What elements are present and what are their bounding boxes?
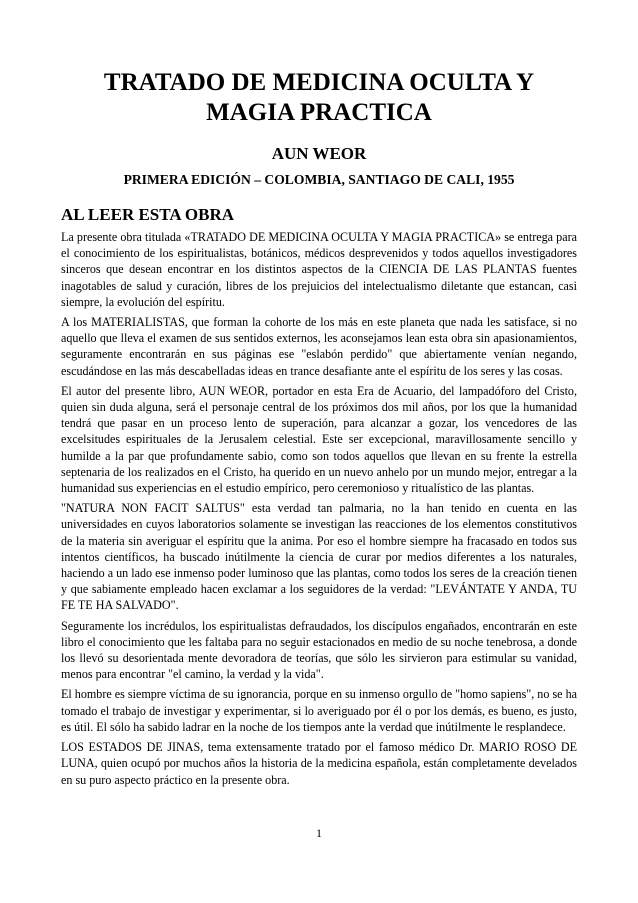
- body-text: [61, 229, 577, 788]
- paragraph: A los MATERIALISTAS, que forman la cohorte de los más en este planeta que nada les satisface, si no aquello que lleva el examen de sus sentidos externos, les aconsejamos lean esta obra sin apasionamientos, seguramente encontrarán en sus páginas ese "eslabón perdido" que abiertamente venían negando, escudándose en las más descabelladas ideas en trance desafiante ante el espíritu de los seres y las cosas.: [61, 315, 577, 378]
- page-number: 1: [316, 826, 322, 840]
- paragraph: Seguramente los incrédulos, los espiritualistas defraudados, los discípulos engañados, encontrarán en este libro el conocimiento que les faltaba para no seguir estacionados en medio de su noche tenebrosa, a donde los llevó su desorientada mente devoradora de teorías, que sólo les sirvieron para estimular su vanidad, menos para encontrar "el camino, la verdad y la vida".: [61, 618, 577, 682]
- paragraph: LOS ESTADOS DE JINAS, tema extensamente tratado por el famoso médico Dr. MARIO ROSO DE LUNA, quien ocupó por muchos años la historia de la medicina española, están completamente develados en su puro aspecto práctico en la presente obra.: [61, 740, 577, 787]
- section-heading: AL LEER ESTA OBRA: [61, 205, 235, 224]
- paragraph: El autor del presente libro, AUN WEOR, portador en esta Era de Acuario, del lampadóforo del Cristo, quien sin duda alguna, será el personaje central de los próximos dos mil años, por los que la humanidad tendrá que pasar en un proceso lento de superación, para alcanzar a gozar, los vencedores de las excelsitudes espirituales de la Jerusalem celestial. Este ser excepcional, maravillosamente sencillo y humilde a la par que profundamente sabio, como son todos aquellos que llevan en su frente la estrella septenaria de los realizados en el Cristo, ha querido en un nuevo anhelo por un mundo mejor, entregar a la humanidad sus experiencias en el estudio empírico, pero ceremonioso y ritualístico de las plantas.: [61, 383, 577, 496]
- author-name: AUN WEOR: [271, 144, 367, 163]
- paragraph: "NATURA NON FACIT SALTUS" esta verdad tan palmaria, no la han tenido en cuenta en las universidades en cuyos laboratorios solamente se investigan las reacciones de los elementos constitutivos de la materia sin averiguar el espíritu que la anima. Por eso el hombre siempre ha fracasado en todos sus intentos científicos, ha buscado inútilmente la ciencia de curar por medios diferentes a los naturales, haciendo a un lado ese inmenso poder luminoso que las plantas, como todos los seres de la creación tienen y que sabiamente empleado hacen exclamar a los seguidores de la verdad: "LEVÁNTATE Y ANDA, TU FE TE HA SALVADO".: [61, 501, 577, 613]
- paragraph: El hombre es siempre víctima de su ignorancia, porque en su inmenso orgullo de "homo sapiens", no se ha tomado el trabajo de investigar y experimentar, si lo averiguado por él o por los demás, es bueno, es justo, es útil. El sólo ha sabido ladrar en la noche de los tiempos ante la verdad que inútilmente le resplandece.: [61, 687, 577, 734]
- edition-line: PRIMERA EDICIÓN – COLOMBIA, SANTIAGO DE CALI, 1955: [123, 172, 515, 187]
- document-title: TRATADO DE MEDICINA OCULTA Y MAGIA PRACTICA: [103, 69, 535, 126]
- paragraph: La presente obra titulada «TRATADO DE MEDICINA OCULTA Y MAGIA PRACTICA» se entrega para el conocimiento de los espiritualistas, botánicos, médicos desprevenidos y todos aquellos investigadores sinceros que desean encontrar en los distintos aspectos de la CIENCIA DE LAS PLANTAS fuentes inagotables de salud y curación, libres de los prejuicios del intelectualismo diletante que estancan, casi siempre, la evolución del espíritu.: [61, 230, 577, 309]
